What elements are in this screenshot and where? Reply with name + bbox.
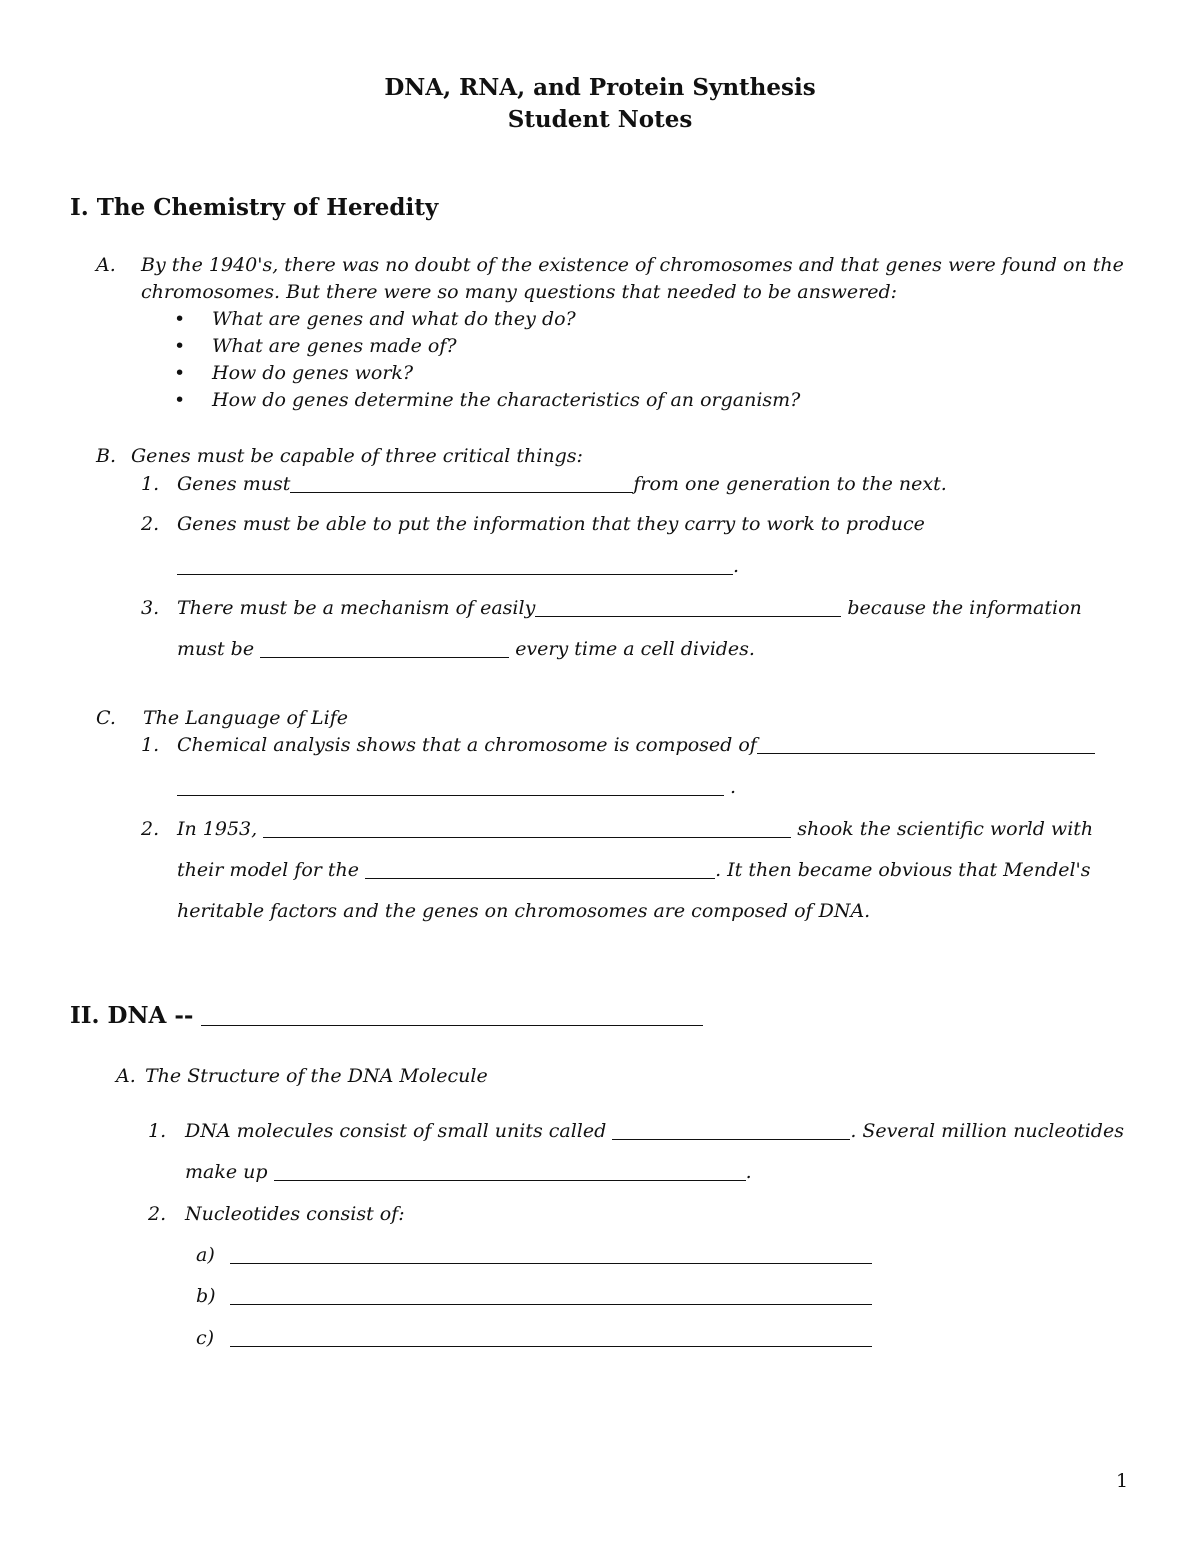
answer-line xyxy=(230,1244,872,1266)
answer-line xyxy=(230,1285,872,1307)
paragraph-line: DNA molecules consist of small units called . Several million nucleotides xyxy=(185,1120,1124,1142)
paragraph-line: . xyxy=(177,776,736,798)
section-heading-2: II. DNA -- xyxy=(70,1002,703,1029)
fill-in-blank[interactable] xyxy=(230,1245,872,1264)
item-label-a: A. xyxy=(96,254,116,276)
fill-in-blank[interactable] xyxy=(757,735,1095,754)
paragraph-line: Genes must be capable of three critical things: xyxy=(131,445,583,467)
bullet-icon: • xyxy=(174,308,186,330)
paragraph-line: must be every time a cell divides. xyxy=(177,638,755,660)
paragraph-line: Chemical analysis shows that a chromosome is composed of xyxy=(177,734,1095,756)
paragraph-line: There must be a mechanism of easily because the information xyxy=(177,597,1082,619)
paragraph-line: Genes must from one generation to the next. xyxy=(177,473,947,495)
bullet-icon: • xyxy=(174,362,186,384)
fill-in-blank[interactable] xyxy=(290,474,633,493)
item-number: 1. xyxy=(148,1120,167,1142)
document-subtitle: Student Notes xyxy=(507,106,693,133)
fill-in-blank[interactable] xyxy=(365,860,715,879)
paragraph-line: Nucleotides consist of: xyxy=(185,1203,405,1225)
sub-item-label: c) xyxy=(196,1327,215,1349)
list-item: What are genes made of? xyxy=(212,335,457,357)
item-label-b: B. xyxy=(96,445,117,467)
fill-in-blank[interactable] xyxy=(535,598,841,617)
document-title: DNA, RNA, and Protein Synthesis xyxy=(384,74,816,101)
fill-in-blank[interactable] xyxy=(230,1286,872,1305)
list-item: What are genes and what do they do? xyxy=(212,308,576,330)
section-heading-1: I. The Chemistry of Heredity xyxy=(70,194,439,221)
item-number: 2. xyxy=(148,1203,167,1225)
fill-in-blank[interactable] xyxy=(177,777,724,796)
fill-in-blank[interactable] xyxy=(177,556,733,575)
fill-in-blank[interactable] xyxy=(201,1005,703,1026)
page-number: 1 xyxy=(1116,1470,1129,1492)
item-number: 2. xyxy=(141,818,160,840)
paragraph-line: In 1953, shook the scientific world with xyxy=(177,818,1094,840)
paragraph-line: The Structure of the DNA Molecule xyxy=(145,1065,488,1087)
fill-in-blank[interactable] xyxy=(263,819,791,838)
paragraph-line: make up . xyxy=(185,1161,752,1183)
paragraph-line: The Language of Life xyxy=(143,707,349,729)
fill-in-blank[interactable] xyxy=(230,1328,872,1347)
bullet-icon: • xyxy=(174,389,186,411)
item-number: 1. xyxy=(141,734,160,756)
paragraph-line: By the 1940's, there was no doubt of the existence of chromosomes and that genes were found on the xyxy=(141,254,1124,276)
sub-item-label: a) xyxy=(196,1244,215,1266)
item-label-a: A. xyxy=(116,1065,136,1087)
paragraph-line: their model for the . It then became obvious that Mendel's xyxy=(177,859,1091,881)
paragraph-line: Genes must be able to put the information that they carry to work to produce xyxy=(177,513,925,535)
item-number: 1. xyxy=(141,473,160,495)
fill-in-blank[interactable] xyxy=(612,1121,850,1140)
bullet-icon: • xyxy=(174,335,186,357)
sub-item-label: b) xyxy=(196,1285,216,1307)
item-number: 3. xyxy=(141,597,160,619)
fill-in-blank[interactable] xyxy=(260,639,509,658)
paragraph-line: . xyxy=(177,555,739,577)
fill-in-blank[interactable] xyxy=(274,1162,746,1181)
answer-line xyxy=(230,1327,872,1349)
list-item: How do genes determine the characteristics of an organism? xyxy=(212,389,801,411)
item-label-c: C. xyxy=(96,707,116,729)
paragraph-line: chromosomes. But there were so many questions that needed to be answered: xyxy=(141,281,898,303)
item-number: 2. xyxy=(141,513,160,535)
list-item: How do genes work? xyxy=(212,362,414,384)
paragraph-line: heritable factors and the genes on chromosomes are composed of DNA. xyxy=(177,900,871,922)
